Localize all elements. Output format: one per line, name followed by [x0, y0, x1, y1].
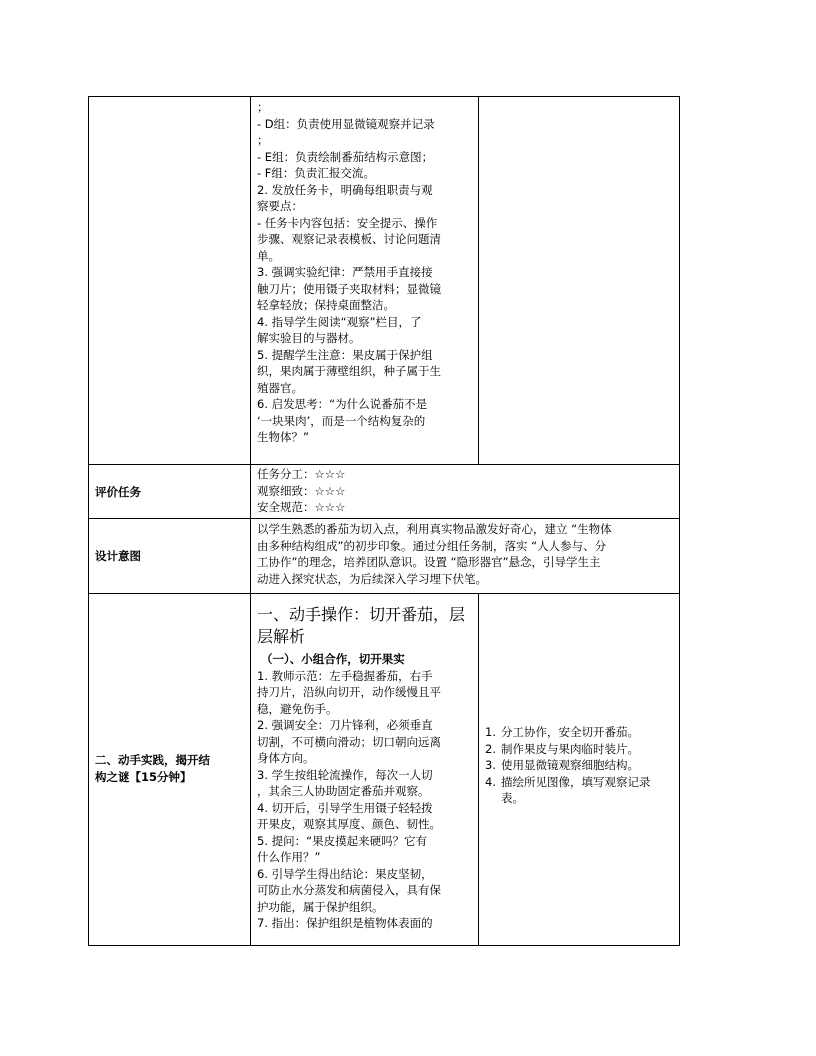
section-heading: 层解析	[257, 627, 306, 646]
section-two-label-line: 二、动手实践，揭开结	[95, 753, 210, 767]
section-two-label-cell	[89, 594, 251, 945]
text-line: 4. 指导学生阅读“观察”栏目，了	[257, 314, 422, 329]
text-line: 触刀片；使用镊子夹取材料；显微镜	[257, 281, 441, 296]
task-text: 制作果皮与果肉临时装片。	[501, 741, 639, 756]
design-text	[251, 521, 679, 587]
evaluation-label-cell	[89, 465, 251, 518]
text-line: ，其余三人协助固定番茄并观察。	[257, 784, 430, 798]
section-two-teacher-cell	[251, 594, 479, 945]
text-line: ；	[257, 100, 269, 114]
text-line: 身体方向。	[257, 751, 315, 765]
task-number: 2.	[485, 741, 496, 756]
text-line: 2. 强调安全：刀片锋利，必须垂直	[257, 718, 433, 732]
rating-stars: ☆☆☆	[314, 483, 346, 498]
text-line: - F组：负责汇报交流。	[257, 166, 375, 180]
text-line: 持刀片，沿纵向切开，动作缓慢且平	[257, 685, 441, 699]
text-line: 轻拿轻放；保持桌面整洁。	[257, 298, 395, 312]
task-number: 1.	[485, 725, 496, 739]
text-line: 什么作用？”	[257, 850, 321, 864]
text-line: 4. 切开后，引导学生用镊子轻轻拨	[257, 800, 433, 815]
table-row-section-two	[89, 594, 679, 945]
evaluation-item	[251, 483, 679, 500]
section-two-teacher-text	[251, 668, 478, 932]
text-line: - 任务卡内容包括：安全提示、操作	[257, 215, 438, 230]
text-line: 由多种结构组成”的初步印象。通过分组任务制，落实 “人人参与、分	[257, 538, 607, 553]
text-line: 生物体？”	[257, 430, 309, 444]
task-number: 3.	[485, 758, 496, 772]
text-line: 织，果肉属于薄壁组织，种子属于生	[257, 364, 441, 378]
evaluation-label: 评价任务	[95, 485, 141, 499]
task-text: 分工协作，安全切开番茄。	[501, 725, 639, 739]
section-two-label-line: 构之谜【15分钟】	[95, 770, 192, 784]
lesson-plan-table	[88, 96, 680, 946]
text-line: 5. 提问：“果皮摸起来硬吗？它有	[257, 833, 428, 848]
table-row-continued-activities	[89, 97, 679, 465]
text-line: - E组：负责绘制番茄结构示意图；	[257, 149, 434, 164]
text-line: 1. 教师示范：左手稳握番茄，右手	[257, 668, 433, 683]
text-line: ；	[257, 133, 269, 147]
text-line: 3. 学生按组轮流操作，每次一人切	[257, 767, 433, 782]
evaluation-item-name: 观察细致：	[257, 483, 315, 498]
text-line: 动进入探究状态，为后续深入学习埋下伏笔。	[257, 571, 487, 586]
evaluation-item	[251, 466, 679, 483]
list-item	[485, 724, 673, 741]
text-line: 护功能，属于保护组织。	[257, 899, 384, 914]
table-row-evaluation	[89, 465, 679, 519]
section-two-student-cell	[479, 594, 679, 945]
design-label-cell	[89, 519, 251, 593]
text-line: 察要点：	[257, 199, 303, 213]
section-two-label	[89, 752, 250, 786]
text-line: 解实验目的与器材。	[257, 331, 361, 345]
task-text: 使用显微镜观察细胞结构。	[501, 758, 639, 772]
text-line: 可防止水分蒸发和病菌侵入，具有保	[257, 883, 441, 897]
student-activity-cell-empty	[479, 97, 679, 464]
text-line: 单。	[257, 248, 280, 263]
text-line: 3. 强调实验纪律：严禁用手直接接	[257, 265, 433, 279]
text-line: 以学生熟悉的番茄为切入点，利用真实物品激发好奇心，建立 “生物体	[257, 522, 612, 536]
row-label-cell-empty	[89, 97, 251, 464]
evaluation-content-cell	[251, 465, 679, 518]
section-heading: 一、动手操作：切开番茄，层	[257, 605, 466, 624]
rating-stars: ☆☆☆	[314, 467, 346, 481]
teacher-activity-text	[251, 99, 478, 446]
text-line: ‘一块果肉’，而是一个结构复杂的	[257, 413, 426, 428]
student-task-list	[479, 724, 679, 807]
rating-stars: ☆☆☆	[314, 500, 346, 514]
evaluation-item	[251, 499, 679, 516]
evaluation-item-name: 任务分工：	[257, 467, 315, 481]
text-line: 5. 提醒学生注意：果皮属于保护组	[257, 347, 433, 362]
task-number: 4.	[485, 774, 496, 789]
text-line: 7. 指出：保护组织是植物体表面的	[257, 916, 433, 930]
text-line: 工协作”的理念，培养团队意识。设置 “隐形器官”悬念，引导学生主	[257, 555, 601, 569]
text-line: 6. 启发思考：“为什么说番茄不是	[257, 397, 428, 411]
text-line: 稳，避免伤手。	[257, 701, 338, 716]
table-row-design-intent	[89, 519, 679, 594]
list-item	[485, 757, 673, 774]
list-item	[485, 774, 673, 807]
subsection-heading: （一）、小组合作，切开果实	[261, 652, 405, 666]
list-item	[485, 741, 673, 758]
text-line: 6. 引导学生得出结论：果皮坚韧，	[257, 866, 433, 881]
text-line: 殖器官。	[257, 380, 303, 395]
task-text: 描绘所见图像，填写观察记录表。	[501, 774, 651, 805]
design-content-cell	[251, 519, 679, 593]
design-label: 设计意图	[95, 549, 141, 563]
teacher-activity-cell	[251, 97, 479, 464]
text-line: 切割，不可横向滑动；切口朝向远离	[257, 734, 441, 749]
text-line: 步骤、观察记录表模板、讨论问题清	[257, 232, 441, 246]
text-line: - D组：负责使用显微镜观察并记录	[257, 116, 435, 131]
text-line: 开果皮，观察其厚度、颜色、韧性。	[257, 817, 441, 831]
evaluation-item-name: 安全规范：	[257, 500, 315, 514]
text-line: 2. 发放任务卡，明确每组职责与观	[257, 182, 433, 197]
